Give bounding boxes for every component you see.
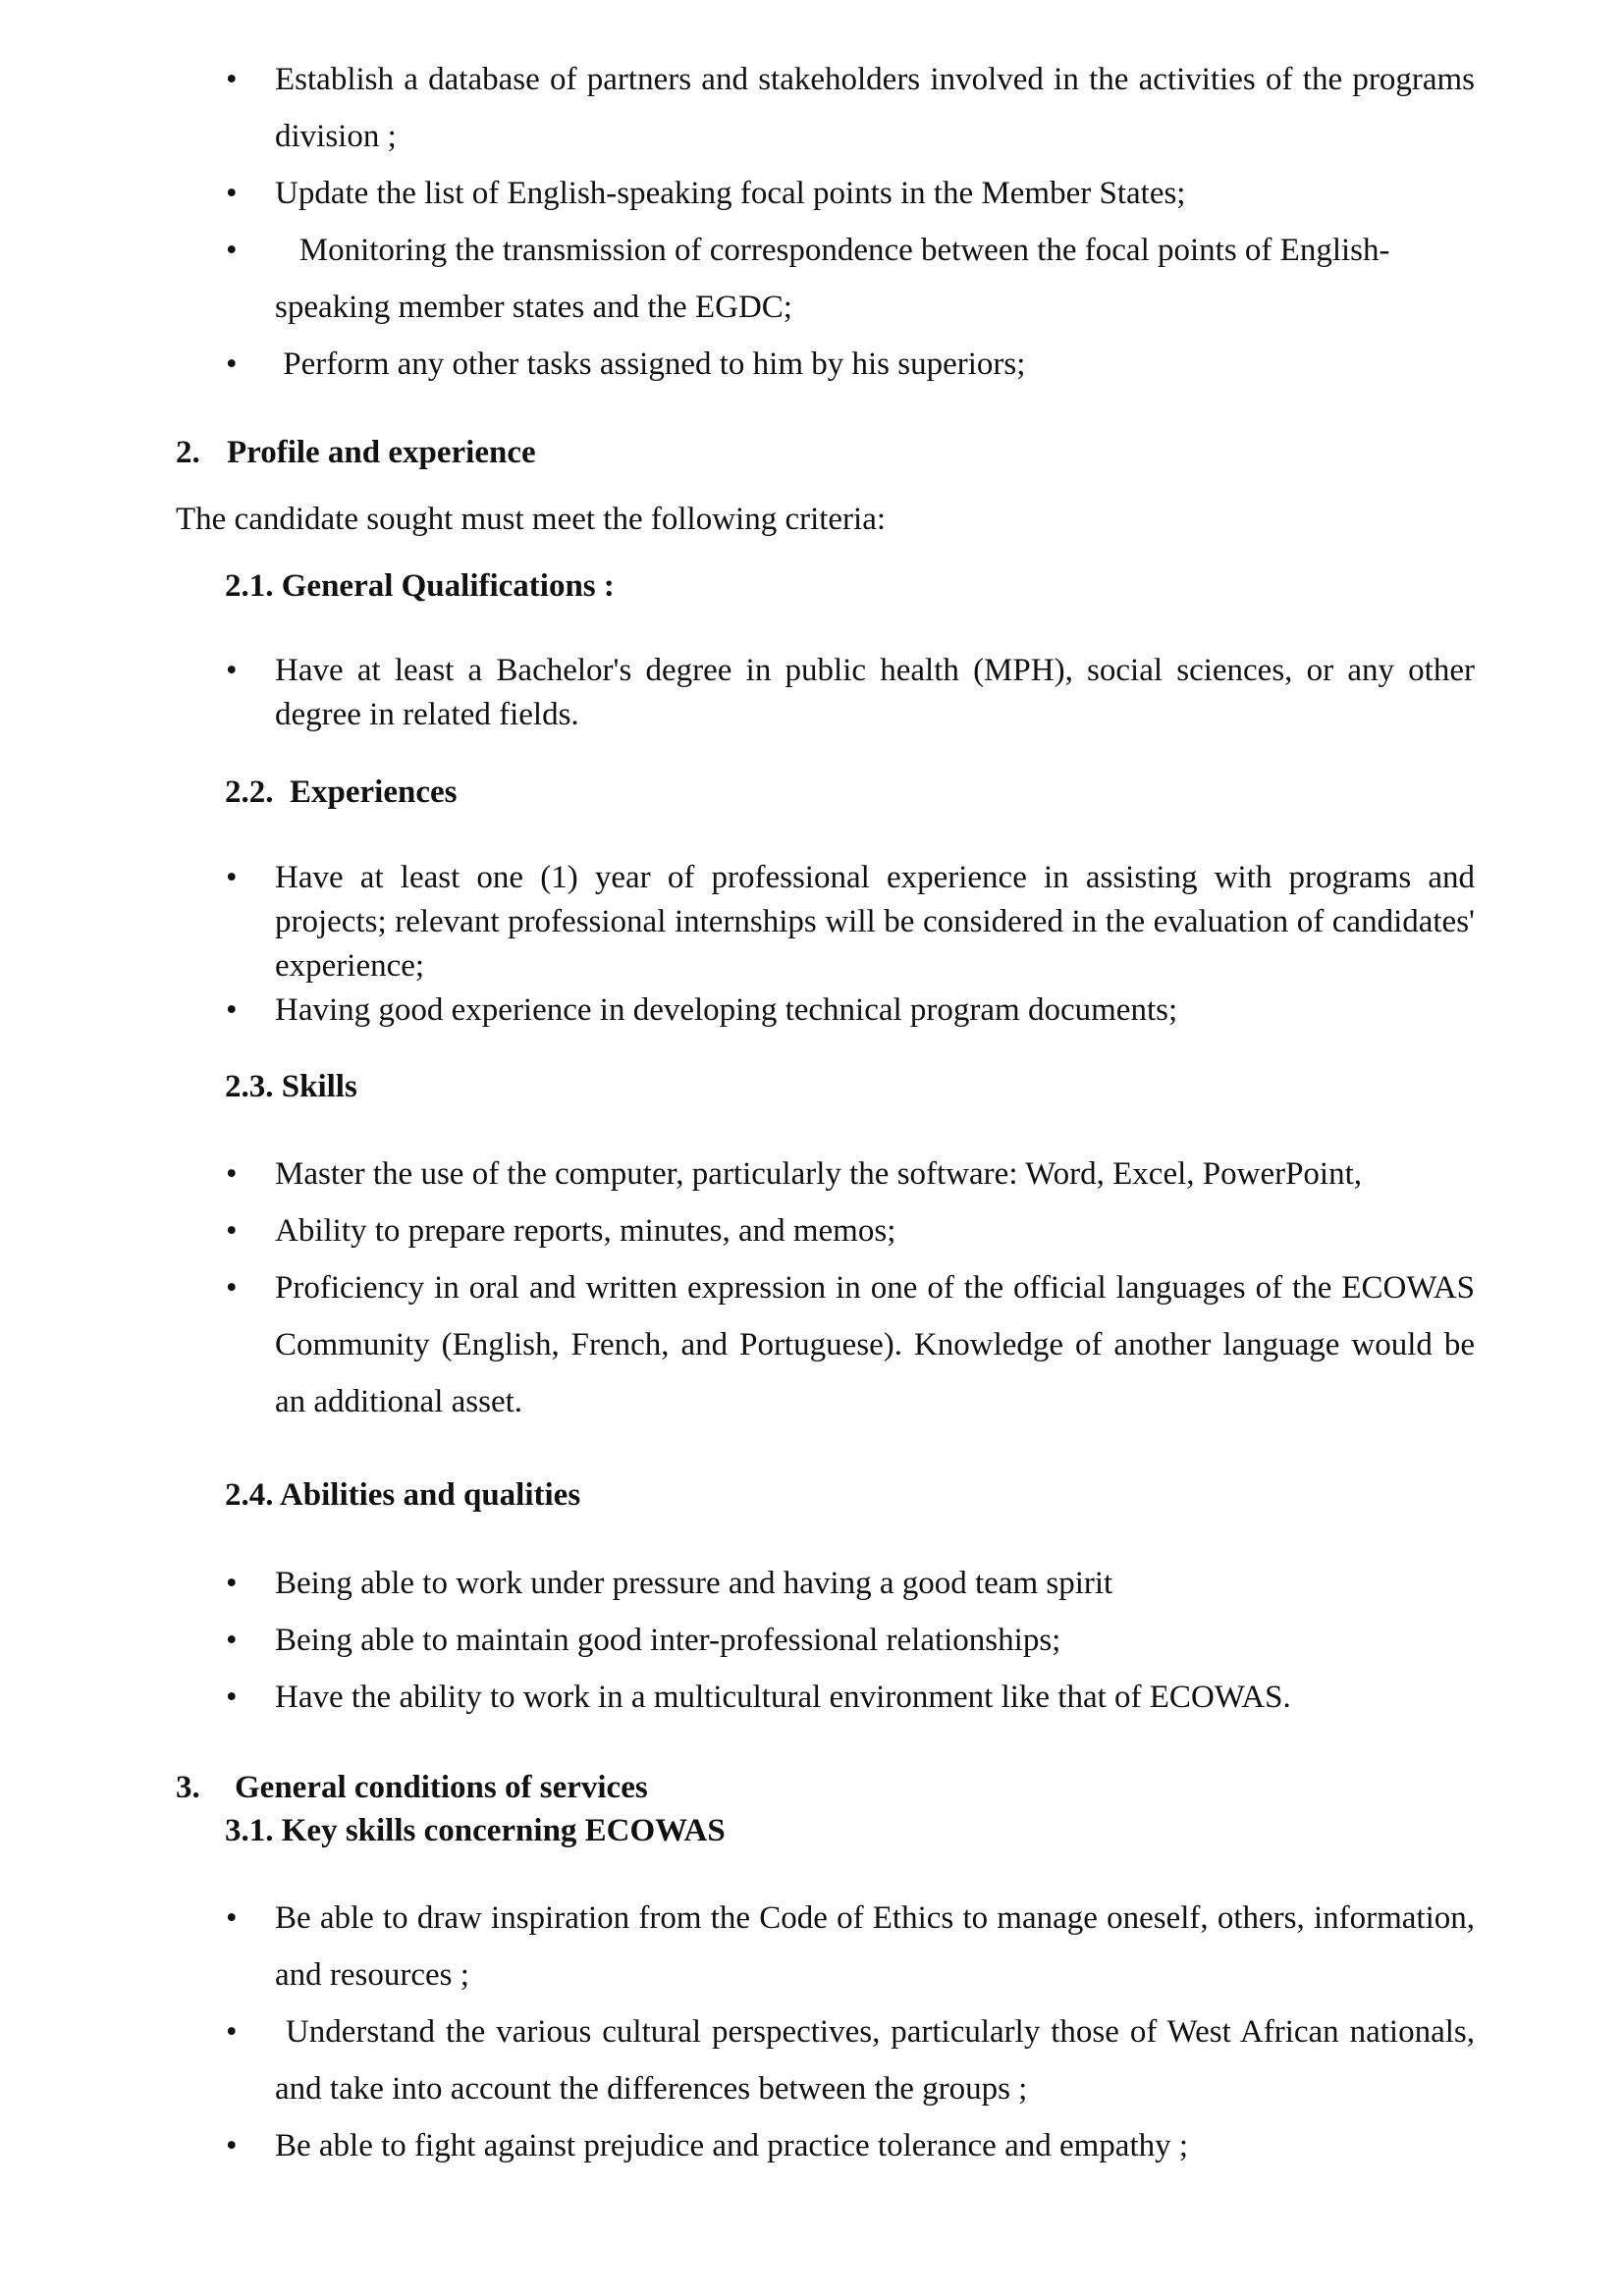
bullet-icon: • [226,1680,238,1715]
list-item-text: Be able to draw inspiration from the Code of Ethics to manage oneself, others, information, and resources ; [275,1900,1475,1993]
section-title: General conditions of services [235,1770,648,1805]
section-heading-conditions [176,1770,648,1806]
bullet-icon: • [226,1270,238,1306]
list-item [177,1555,1475,1612]
list-item-text: Master the use of the computer, particularly the software: Word, Excel, PowerPoint, [275,1156,1363,1192]
list-item-text: Understand the various cultural perspectives, particularly those of West African nationals, and take into account the differences between the groups ; [275,2014,1475,2107]
list-item [177,988,1475,1033]
list-item [177,1146,1475,1202]
section-intro: The candidate sought must meet the following criteria: [176,502,887,537]
subsection-heading-abilities: 2.4. Abilities and qualities [225,1477,581,1513]
experiences-list [0,856,1475,1033]
key-skills-list [0,1890,1475,2174]
list-item [177,222,1475,336]
bullet-icon: • [226,1156,238,1192]
bullet-icon: • [226,62,238,97]
list-item [177,1669,1475,1726]
list-item [177,856,1475,988]
qualifications-list [0,649,1475,737]
subsection-heading-qualifications: 2.1. General Qualifications : [225,568,615,604]
list-item [177,649,1475,737]
bullet-icon: • [226,1213,238,1249]
bullet-icon: • [226,1623,238,1658]
bullet-icon: • [226,2014,238,2050]
list-item-text: Monitoring the transmission of correspondence between the focal points of English-speaking member states and the EGDC; [275,233,1390,325]
subsection-heading-skills: 2.3. Skills [225,1069,357,1104]
list-item [177,1202,1475,1259]
list-item [177,165,1475,222]
list-item-text: Establish a database of partners and stakeholders involved in the activities of the programs division ; [275,62,1475,154]
bullet-icon: • [226,176,238,211]
list-item-text: Have at least one (1) year of professional experience in assisting with programs and projects; relevant professional internships will be considered in the evaluation of candidates' experience; [275,860,1475,984]
list-item-text: Ability to prepare reports, minutes, and memos; [275,1213,896,1249]
section-title: Profile and experience [227,435,536,470]
list-item-text: Being able to maintain good inter-professional relationships; [275,1623,1061,1658]
list-item [177,2003,1475,2117]
bullet-icon: • [226,1900,238,1936]
bullet-icon: • [226,233,238,268]
list-item [177,1259,1475,1430]
subsection-heading-experiences: 2.2. Experiences [225,774,458,810]
list-item-text: Have the ability to work in a multicultural environment like that of ECOWAS. [275,1680,1291,1715]
section-number: 2. [176,435,200,470]
list-item [177,1612,1475,1669]
abilities-list [0,1555,1475,1726]
list-item [177,2117,1475,2174]
task-list [0,51,1475,393]
subsection-heading-key-skills: 3.1. Key skills concerning ECOWAS [225,1813,726,1848]
list-item [177,1890,1475,2003]
section-heading-profile [176,435,536,471]
list-item [177,336,1475,393]
list-item-text: Perform any other tasks assigned to him by his superiors; [275,347,1026,382]
list-item-text: Having good experience in developing technical program documents; [275,992,1178,1028]
list-item-text: Being able to work under pressure and having a good team spirit [275,1566,1113,1601]
bullet-icon: • [226,2128,238,2163]
bullet-icon: • [226,860,238,895]
list-item-text: Update the list of English-speaking focal points in the Member States; [275,176,1186,211]
list-item-text: Be able to fight against prejudice and practice tolerance and empathy ; [275,2128,1189,2163]
bullet-icon: • [226,992,238,1028]
skills-list [0,1146,1475,1430]
bullet-icon: • [226,347,238,382]
list-item-text: Have at least a Bachelor's degree in public health (MPH), social sciences, or any other degree in related fields. [275,653,1475,732]
list-item-text: Proficiency in oral and written expression in one of the official languages of the ECOWAS Community (English, French, and Portuguese). Knowledge of another language would be an additional asset. [275,1270,1475,1419]
list-item [177,51,1475,165]
bullet-icon: • [226,1566,238,1601]
bullet-icon: • [226,653,238,688]
section-number: 3. [176,1770,200,1805]
